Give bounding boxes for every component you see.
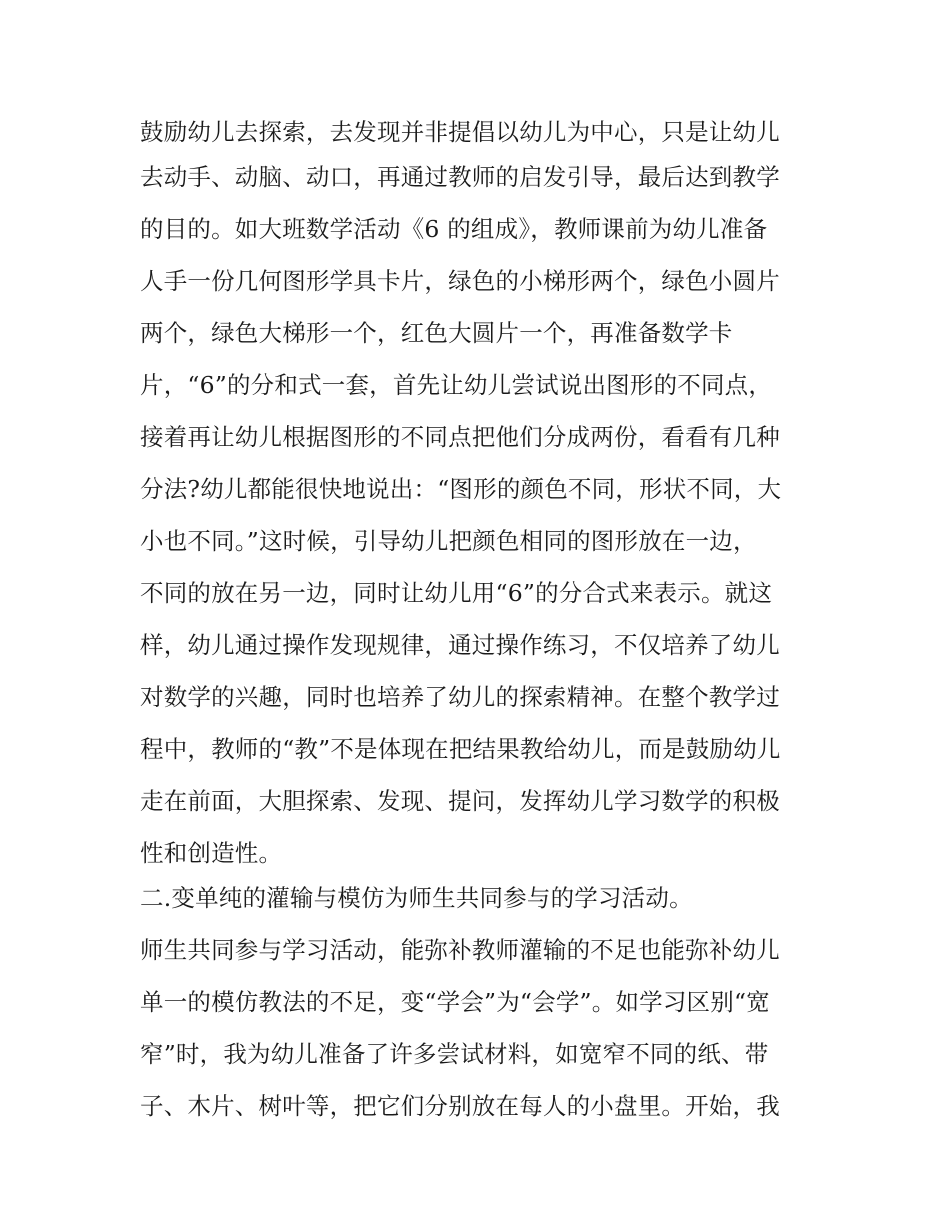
body-text-line: 两个，绿色大梯形一个，红色大圆片一个，再准备数学卡 xyxy=(140,319,733,347)
body-text-line: 的目的。如大班数学活动《6 的组成》，教师课前为幼儿准备 xyxy=(140,215,768,243)
body-text-line: 程中，教师的“教”不是体现在把结果教给幼儿，而是鼓励幼儿 xyxy=(140,735,781,763)
body-text-line: 样，幼儿通过操作发现规律，通过操作练习，不仅培养了幼儿 xyxy=(140,631,780,659)
body-text-line: 不同的放在另一边，同时让幼儿用“6”的分合式来表示。就这 xyxy=(140,579,773,607)
body-text-line: 走在前面，大胆探索、发现、提问，发挥幼儿学习数学的积极 xyxy=(140,787,780,815)
body-text-line: 对数学的兴趣，同时也培养了幼儿的探索精神。在整个教学过 xyxy=(140,683,780,711)
body-text-line: 子、木片、树叶等，把它们分别放在每人的小盘里。开始，我 xyxy=(140,1092,780,1120)
body-text-line: 鼓励幼儿去探索，去发现并非提倡以幼儿为中心，只是让幼儿 xyxy=(140,118,780,146)
body-text-line: 接着再让幼儿根据图形的不同点把他们分成两份，看看有几种 xyxy=(140,423,780,451)
body-text-line: 单一的模仿教法的不足，变“学会”为“会学”。如学习区别“宽 xyxy=(140,988,770,1016)
body-text-line: 去动手、动脑、动口，再通过教师的启发引导，最后达到教学 xyxy=(140,163,780,191)
body-text-line: 分法?幼儿都能很快地说出：“图形的颜色不同，形状不同，大 xyxy=(140,475,782,503)
section-heading: 二.变单纯的灌输与模仿为师生共同参与的学习活动。 xyxy=(140,884,693,912)
body-text-line: 人手一份几何图形学具卡片，绿色的小梯形两个，绿色小圆片 xyxy=(140,267,780,295)
body-text-line: 小也不同。”这时候，引导幼儿把颜色相同的图形放在一边， xyxy=(140,527,757,555)
body-text-line: 师生共同参与学习活动，能弥补教师灌输的不足也能弥补幼儿 xyxy=(140,936,780,964)
body-text-line: 窄”时，我为幼儿准备了许多尝试材料，如宽窄不同的纸、带 xyxy=(140,1040,769,1068)
body-text-line: 性和创造性。 xyxy=(140,839,283,867)
body-text-line: 片，“6”的分和式一套，首先让幼儿尝试说出图形的不同点， xyxy=(140,371,773,399)
